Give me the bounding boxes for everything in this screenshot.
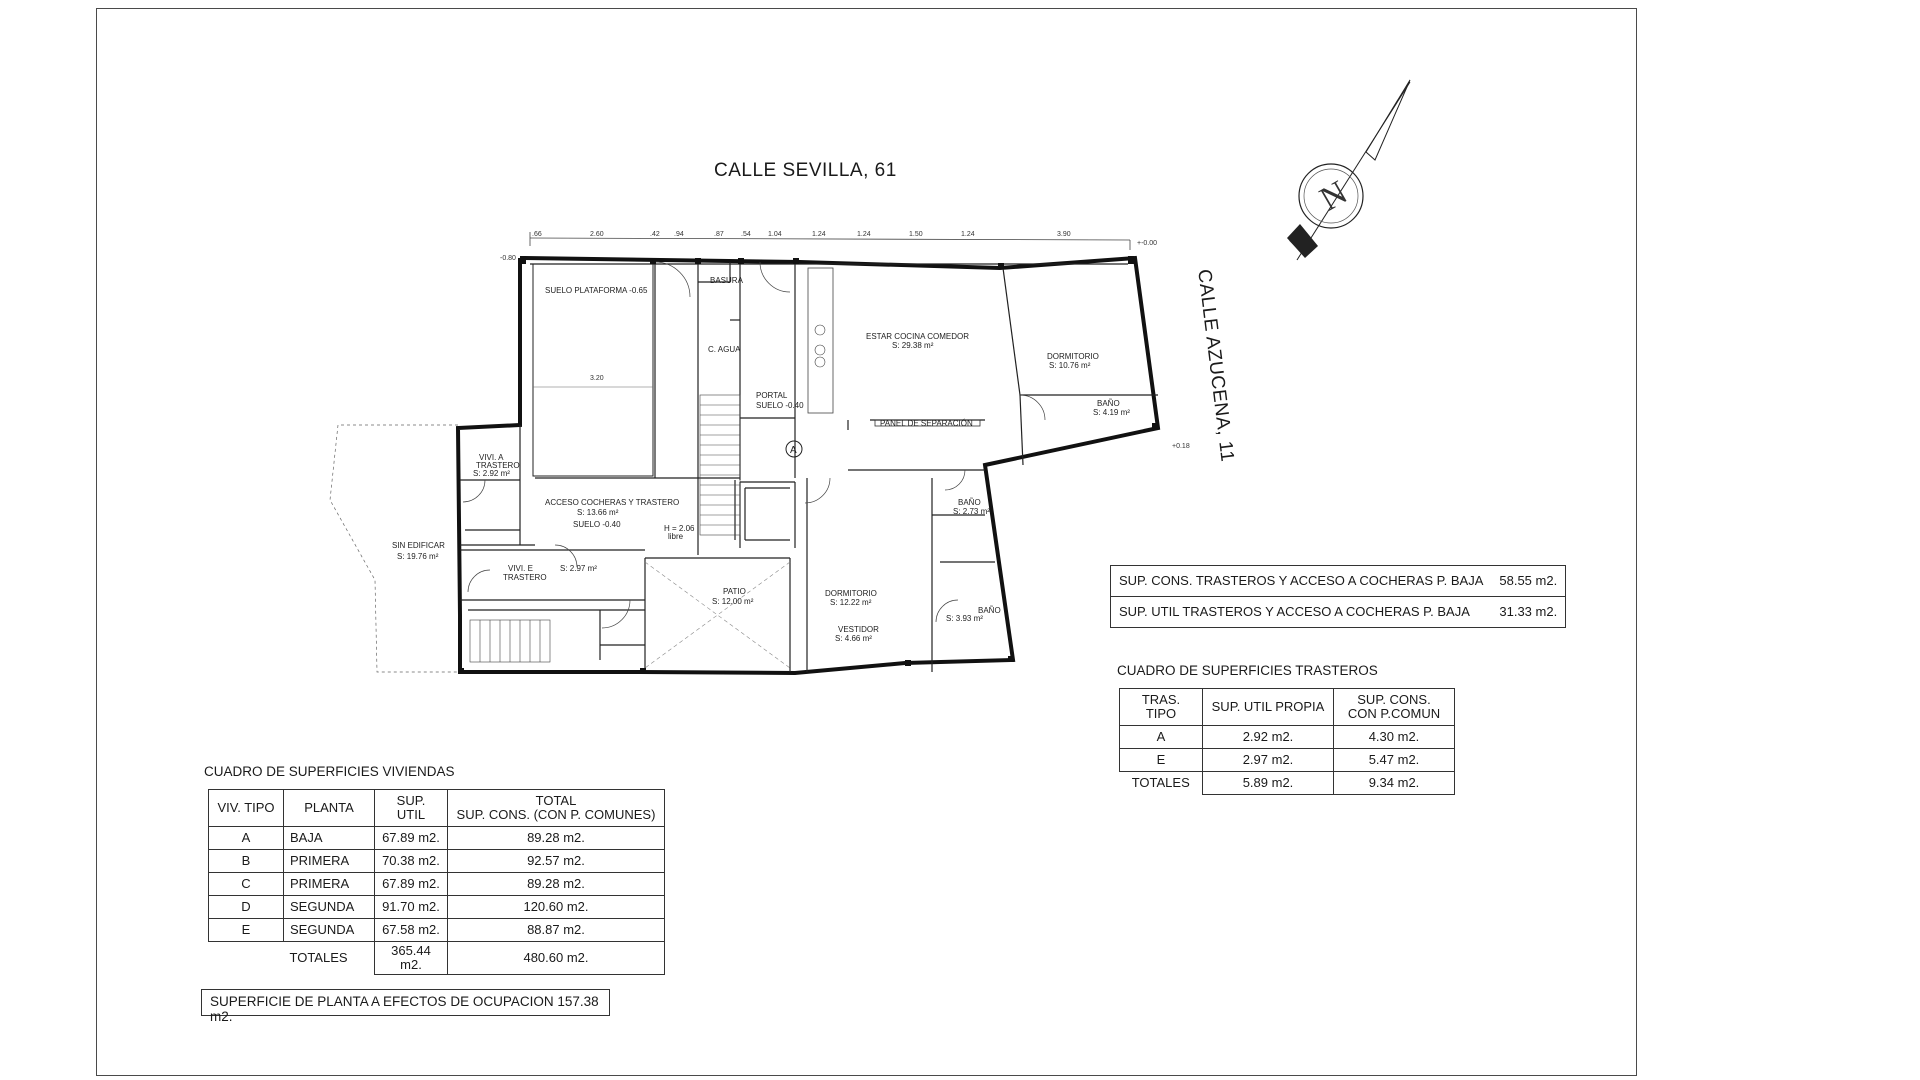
table-header-row — [209, 790, 665, 827]
room-altura-libre: libre — [668, 532, 684, 541]
table-row — [209, 827, 665, 850]
column-header: SUP. UTIL PROPIA — [1203, 689, 1334, 726]
room-vestidor: VESTIDOR — [838, 625, 879, 634]
table-cell: SEGUNDA — [284, 919, 375, 942]
table-cell: 89.28 m2. — [448, 873, 665, 896]
room-portal-suelo: SUELO -0.40 — [756, 401, 804, 410]
summary-label: SUP. CONS. TRASTEROS Y ACCESO A COCHERAS P. BAJA — [1111, 566, 1492, 597]
svg-text:.42: .42 — [650, 231, 660, 238]
table-cell: PRIMERA — [284, 850, 375, 873]
viviendas-caption: CUADRO DE SUPERFICIES VIVIENDAS — [204, 764, 455, 779]
column-header: VIV. TIPO — [209, 790, 284, 827]
room-trastero-a: VIVI. A — [479, 453, 504, 462]
table-cell: 9.34 m2. — [1334, 772, 1455, 795]
table-row — [1120, 772, 1455, 795]
room-suelo-plataforma: SUELO PLATAFORMA -0.65 — [545, 286, 648, 295]
column-header: SUP. CONS. CON P.COMUN — [1334, 689, 1455, 726]
room-bano-1-area: S: 4.19 m² — [1093, 408, 1130, 417]
level-top-right: +-0.00 — [1137, 240, 1158, 247]
room-c-agua: C. AGUA — [708, 345, 741, 354]
table-cell: 70.38 m2. — [375, 850, 448, 873]
table-row — [209, 896, 665, 919]
room-dormitorio-1: DORMITORIO — [1047, 352, 1099, 361]
room-estar-area: S: 29.38 m² — [892, 341, 934, 350]
table-row — [1120, 726, 1455, 749]
compass-letter: N — [1313, 173, 1354, 219]
table-cell: C — [209, 873, 284, 896]
svg-text:2.60: 2.60 — [590, 231, 604, 238]
column-header: TOTAL SUP. CONS. (CON P. COMUNES) — [448, 790, 665, 827]
table-cell: TOTALES — [289, 950, 348, 966]
room-acceso-area: S: 13.66 m² — [577, 508, 619, 517]
svg-text:1.50: 1.50 — [909, 231, 923, 238]
table-cell: 5.47 m2. — [1334, 749, 1455, 772]
room-patio-area: S: 12.00 m² — [712, 597, 754, 606]
room-trastero-e: VIVI. E — [508, 564, 533, 573]
summary-value: 31.33 m2. — [1491, 597, 1565, 628]
compass-north-arrow-icon — [1287, 80, 1410, 260]
table-row — [1120, 749, 1455, 772]
table-header-row — [1120, 689, 1455, 726]
column-header: SUP. UTIL — [375, 790, 448, 827]
table-row — [209, 942, 665, 975]
table-cell: TOTALES — [1131, 775, 1190, 791]
room-dormitorio-1-area: S: 10.76 m² — [1049, 361, 1091, 370]
table-cell: 5.89 m2. — [1203, 772, 1334, 795]
svg-text:3.90: 3.90 — [1057, 231, 1071, 238]
room-trastero-a-area: S: 2.92 m² — [473, 469, 510, 478]
svg-text:1.04: 1.04 — [768, 231, 782, 238]
room-dormitorio-2-area: S: 12.22 m² — [830, 598, 872, 607]
table-cell: 88.87 m2. — [448, 919, 665, 942]
room-bano-3-area: S: 3.93 m² — [946, 614, 983, 623]
room-bano-2-area: S: 2.73 m² — [953, 507, 990, 516]
room-basura: BASURA — [710, 276, 743, 285]
svg-text:.87: .87 — [714, 231, 724, 238]
table-cell: PRIMERA — [284, 873, 375, 896]
table-cell: D — [209, 896, 284, 919]
table-cell: 67.58 m2. — [375, 919, 448, 942]
table-cell: 2.92 m2. — [1203, 726, 1334, 749]
table-cell: BAJA — [284, 827, 375, 850]
table-cell: SEGUNDA — [284, 896, 375, 919]
room-vestidor-area: S: 4.66 m² — [835, 634, 872, 643]
room-trastero-a-2: TRASTERO — [476, 461, 520, 470]
table-cell: A — [209, 827, 284, 850]
table-cell: E — [1120, 749, 1203, 772]
table-cell: A — [1120, 726, 1203, 749]
table-row — [209, 873, 665, 896]
table-cell: 2.97 m2. — [1203, 749, 1334, 772]
room-altura: H = 2.06 — [664, 524, 695, 533]
room-sin-edificar-area: S: 19.76 m² — [397, 552, 439, 561]
table-cell: 89.28 m2. — [448, 827, 665, 850]
street-label-east: CALLE AZUCENA, 11 — [1193, 268, 1238, 464]
svg-text:.66: .66 — [532, 231, 542, 238]
room-bano-3: BAÑO — [978, 606, 1001, 615]
room-acceso: ACCESO COCHERAS Y TRASTERO — [545, 498, 680, 507]
table-cell: 67.89 m2. — [375, 873, 448, 896]
table-cell: 67.89 m2. — [375, 827, 448, 850]
table-cell — [209, 942, 284, 975]
table-row — [209, 919, 665, 942]
room-portal: PORTAL — [756, 391, 788, 400]
table-cell: B — [209, 850, 284, 873]
table-cell: E — [209, 919, 284, 942]
svg-text:1.24: 1.24 — [961, 231, 975, 238]
room-bano-2: BAÑO — [958, 498, 981, 507]
summary-label: SUP. UTIL TRASTEROS Y ACCESO A COCHERAS P. BAJA — [1111, 597, 1492, 628]
viviendas-table — [208, 789, 665, 975]
room-sin-edificar: SIN EDIFICAR — [392, 541, 445, 550]
summary-value: 58.55 m2. — [1491, 566, 1565, 597]
table-row — [1111, 566, 1566, 597]
room-estar: ESTAR COCINA COMEDOR — [866, 332, 969, 341]
trasteros-table — [1119, 688, 1455, 795]
table-cell: 120.60 m2. — [448, 896, 665, 919]
table-row — [1111, 597, 1566, 628]
table-cell: 92.57 m2. — [448, 850, 665, 873]
svg-text:.94: .94 — [674, 231, 684, 238]
room-bano-1: BAÑO — [1097, 399, 1120, 408]
section-marker: A — [790, 445, 797, 456]
room-acceso-suelo: SUELO -0.40 — [573, 520, 621, 529]
room-trastero-e-area: S: 2.97 m² — [560, 564, 597, 573]
table-cell: 365.44 m2. — [375, 942, 448, 975]
svg-text:1.24: 1.24 — [857, 231, 871, 238]
table-cell: 4.30 m2. — [1334, 726, 1455, 749]
table-row — [209, 850, 665, 873]
street-label-north: CALLE SEVILLA, 61 — [714, 160, 897, 181]
table-cell: 480.60 m2. — [448, 942, 665, 975]
column-header: PLANTA — [284, 790, 375, 827]
table-cell: 91.70 m2. — [375, 896, 448, 919]
svg-text:1.24: 1.24 — [812, 231, 826, 238]
ocupacion-box: SUPERFICIE DE PLANTA A EFECTOS DE OCUPACION 157.38 m2. — [201, 989, 610, 1016]
room-trastero-e-2: TRASTERO — [503, 573, 547, 582]
summary-table — [1110, 565, 1566, 628]
trasteros-caption: CUADRO DE SUPERFICIES TRASTEROS — [1117, 663, 1378, 678]
room-dormitorio-2: DORMITORIO — [825, 589, 877, 598]
level-top-left: -0.80 — [500, 255, 516, 262]
panel-separacion-label: PANEL DE SEPARACIÓN — [880, 419, 973, 428]
room-patio: PATIO — [723, 587, 746, 596]
svg-text:.54: .54 — [741, 231, 751, 238]
level-right: +0.18 — [1172, 443, 1190, 450]
svg-text:3.20: 3.20 — [590, 375, 604, 382]
column-header: TRAS. TIPO — [1120, 689, 1203, 726]
